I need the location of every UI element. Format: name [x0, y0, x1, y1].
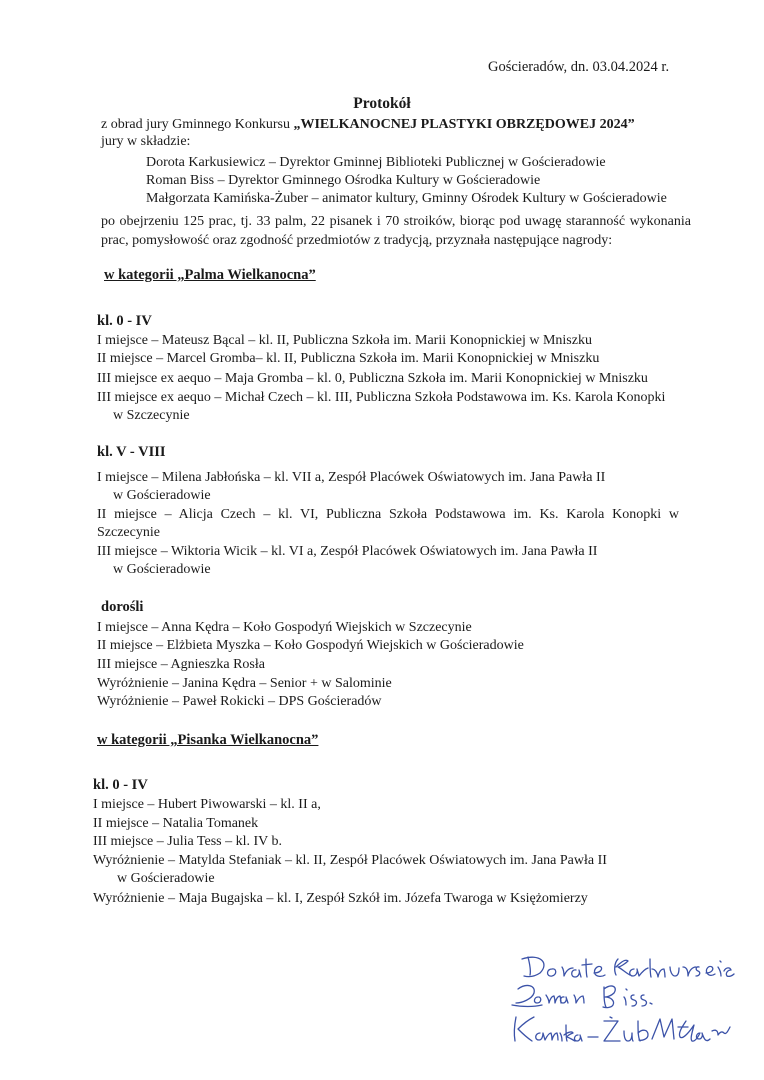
group-heading: kl. 0 - IV [97, 313, 152, 329]
award-line: I miejsce – Hubert Piwowarski – kl. II a, [93, 797, 321, 812]
award-line-cont: w Gościeradowie [117, 871, 215, 886]
contest-name: „WIELKANOCNEJ PLASTYKI OBRZĘDOWEJ 2024” [293, 117, 635, 132]
award-line: II miejsce – Marcel Gromba– kl. II, Publiczna Szkoła im. Marii Konopnickiej w Mniszku [97, 351, 600, 366]
award-line: Wyróżnienie – Paweł Rokicki – DPS Gościeradów [97, 694, 382, 709]
award-line: II miejsce – Alicja Czech – kl. VI, Publiczna Szkoła Podstawowa im. Ks. Karola Konopki w [97, 507, 679, 522]
award-line-cont: w Szczecynie [113, 408, 190, 423]
award-line: III miejsce – Agnieszka Rosła [97, 657, 265, 672]
award-line: III miejsce ex aequo – Michał Czech – kl. III, Publiczna Szkoła Podstawowa im. Ks. Karola Konopki [97, 390, 666, 405]
group-heading: kl. V - VIII [97, 444, 166, 460]
intro-paragraph: po obejrzeniu 125 prac, tj. 33 palm, 22 pisanek i 70 stroików, biorąc pod uwagę staranność wykonania prac, pomysłowość oraz zgodność przedmiotów z tradycją, przyznała następujące nagrody: [101, 214, 691, 248]
jury-member: Małgorzata Kamińska-Żuber – animator kultury, Gminny Ośrodek Kultury w Gościeradowie [146, 191, 667, 206]
award-line: I miejsce – Mateusz Bącal – kl. II, Publiczna Szkoła im. Marii Konopnickiej w Mniszku [97, 333, 592, 348]
award-line-cont: w Gościeradowie [113, 562, 211, 577]
award-line: Wyróżnienie – Janina Kędra – Senior + w Salominie [97, 676, 392, 691]
category-heading-palma: w kategorii „Palma Wielkanocna” [104, 267, 316, 283]
signature-dorota-karkusiewicz [522, 957, 734, 977]
signature-roman-biss [512, 986, 652, 1008]
award-line: I miejsce – Anna Kędra – Koło Gospodyń Wiejskich w Szczecynie [97, 620, 472, 635]
award-line-cont: w Gościeradowie [113, 488, 211, 503]
group-heading: dorośli [101, 599, 144, 615]
handwritten-signatures [500, 945, 750, 1055]
signature-kaminska-zuber [514, 1017, 730, 1041]
intro-line [101, 116, 635, 134]
place-date: Gościeradów, dn. 03.04.2024 r. [488, 59, 670, 75]
jury-label: jury w składzie: [101, 134, 191, 149]
document-title: Protokół [353, 95, 411, 112]
group-heading: kl. 0 - IV [93, 777, 148, 793]
award-line: III miejsce – Wiktoria Wicik – kl. VI a, Zespół Placówek Oświatowych im. Jana Pawła II [97, 544, 598, 559]
award-line: II miejsce – Elżbieta Myszka – Koło Gospodyń Wiejskich w Gościeradowie [97, 638, 524, 653]
award-line: III miejsce ex aequo – Maja Gromba – kl. 0, Publiczna Szkoła im. Marii Konopnickiej w Mniszku [97, 371, 648, 386]
award-line: II miejsce – Natalia Tomanek [93, 816, 259, 831]
award-line: Wyróżnienie – Matylda Stefaniak – kl. II, Zespół Placówek Oświatowych im. Jana Pawła II [93, 853, 607, 868]
award-line: Wyróżnienie – Maja Bugajska – kl. I, Zespół Szkół im. Józefa Twaroga w Księżomierzy [93, 891, 588, 906]
award-line-cont: Szczecynie [97, 525, 160, 540]
award-line: I miejsce – Milena Jabłońska – kl. VII a, Zespół Placówek Oświatowych im. Jana Pawła II [97, 470, 606, 485]
intro-prefix: z obrad jury Gminnego Konkursu [101, 117, 294, 132]
category-heading-pisanka: w kategorii „Pisanka Wielkanocna” [97, 732, 319, 748]
jury-member: Roman Biss – Dyrektor Gminnego Ośrodka Kultury w Gościeradowie [146, 173, 541, 188]
jury-member: Dorota Karkusiewicz – Dyrektor Gminnej Biblioteki Publicznej w Gościeradowie [146, 155, 606, 170]
award-line: III miejsce – Julia Tess – kl. IV b. [93, 834, 283, 849]
